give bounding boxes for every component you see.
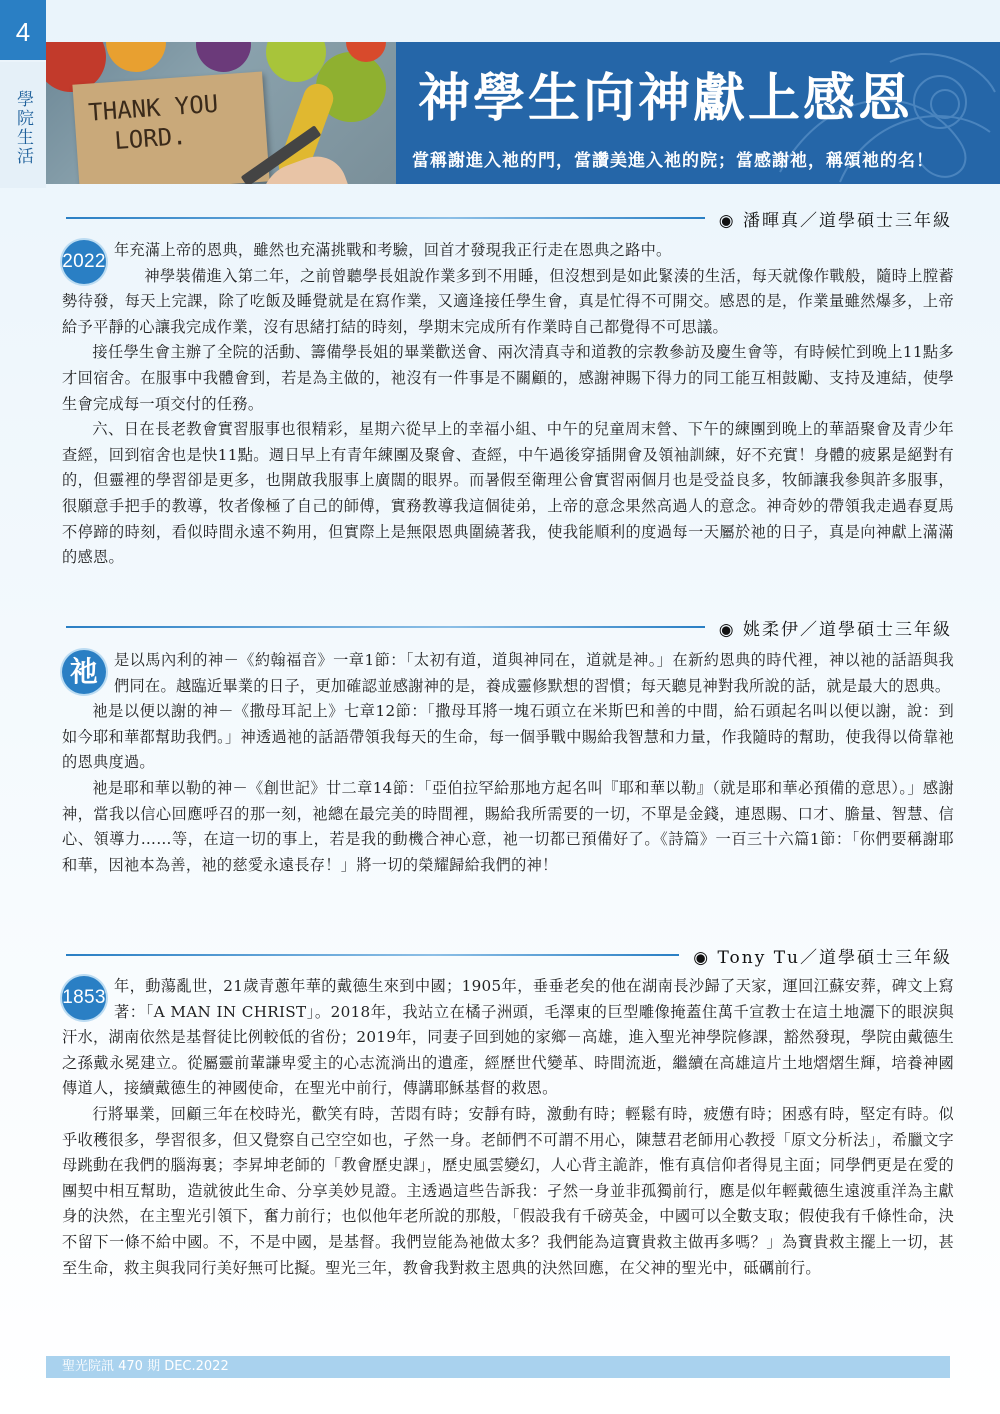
initial-badge: 祂 (62, 650, 106, 694)
article-section (62, 238, 954, 571)
thank-you-card (72, 72, 269, 184)
author-name: ◉ Tony Tu／道學碩士三年級 (693, 947, 952, 968)
paragraph: 行將畢業，回顧三年在校時光，歡笑有時，苦悶有時；安靜有時，激動有時；輕鬆有時，疲憊有時；困惑有時，堅定有時。似乎收穫很多，學習很多，但又覺察自己空空如也，孑然一身。老師們不可謂不用心，陳慧君老師用心教授「原文分析法」，希臘文字母跳動在我們的腦海裏；李昇坤老師的「教會歷史課」，歷史風雲變幻，人心背主詭詐，惟有真信仰者得見主面；同學們更是在愛的團契中相互幫助，造就彼此生命、分享美妙見證。主透過這些告訴我：孑然一身並非孤獨前行，應是似年輕戴德生遠渡重洋為主獻身的決然，在主聖光引領下，奮力前行；也似他年老所說的那般，「假設我有千磅英金，中國可以全數支取；假使我有千條性命，決不留下一條不給中國。不，不是中國，是基督。我們豈能為祂做太多？我們能為這寶貴救主做再多嗎？」為寶貴救主擺上一切，甚至生命，救主與我同行美好無可比擬。聖光三年，教會我對救主恩典的決然回應，在父神的聖光中，砥礪前行。 (62, 1104, 954, 1277)
section-label: 學院生活 (0, 62, 46, 188)
divider (66, 626, 705, 628)
page-number: 4 (0, 0, 46, 60)
article-subtitle: 當稱謝進入祂的門，當讚美進入祂的院；當感謝祂，稱頌祂的名！ (412, 151, 934, 171)
footer-issue: 聖光院訊 470 期 DEC.2022 (62, 1359, 229, 1374)
paragraph: 祂是以便以謝的神－《撒母耳記上》七章12節：「撒母耳將一塊石頭立在米斯巴和善的中間，給石頭起名叫以便以謝，說：到如今耶和華都幫助我們。」神透過祂的話語帶領我每天的生命，每一個爭戰中賜給我智慧和力量，作我隨時的幫助，使我得以倚靠祂的恩典度過。 (62, 702, 954, 772)
paragraph: 神學裝備進入第二年，之前曾聽學長姐說作業多到不用睡，但沒想到是如此緊湊的生活，每天就像作戰般，隨時上膛蓄勢待發，每天上完課，除了吃飯及睡覺就是在寫作業，又適逢接任學生會，真是忙得不可開交。感恩的是，作業量雖然爆多，上帝給予平靜的心讓我完成作業，沒有思緒打結的時刻，學期末完成所有作業時自己都覺得不可思議。 (62, 266, 954, 336)
year-badge: 2022 (62, 240, 106, 284)
author-line (66, 940, 952, 970)
paragraph: 接任學生會主辦了全院的活動、籌備學長姐的畢業歡送會、兩次清真寺和道教的宗教參訪及慶生會等，有時候忙到晚上11點多才回宿舍。在服事中我體會到，若是為主做的，祂沒有一件事是不關顧的，感謝神賜下得力的同工能互相鼓勵、支持及連結，使學生會完成每一項交付的任務。 (62, 343, 954, 413)
header-banner (46, 42, 1000, 184)
author-line (66, 612, 952, 642)
year-badge: 1853 (62, 976, 106, 1020)
thank-you-photo (46, 42, 396, 184)
paragraph: 祂是耶和華以勒的神－《創世記》廿二章14節：「亞伯拉罕給那地方起名叫『耶和華以勒』（就是耶和華必預備的意思）。」感謝神，當我以信心回應呼召的那一刻，祂總在最完美的時間裡，賜給我所需要的一切，不單是金錢，連恩賜、口才、膽量、智慧、信心、領導力……等，在這一切的事上，若是我的動機合神心意，祂一切都已預備好了。《詩篇》一百三十六篇1節：「你們要稱謝耶和華，因祂本為善，祂的慈愛永遠長存！」將一切的榮耀歸給我們的神！ (62, 778, 954, 874)
paragraph: 年，動蕩亂世，21歲青蔥年華的戴德生來到中國；1905年，垂垂老矣的他在湖南長沙歸了天家，運回江蘇安葬，碑文上寫著：「A MAN IN CHRIST」。2018年，我站立在橘子洲頭，毛澤東的巨型雕像掩蓋住萬千宣教士在這土地灑下的眼淚與汗水，湖南依然是基督徒比例較低的省份；2019年，同妻子回到她的家鄉－高雄，進入聖光神學院修課，豁然發現，學院由戴德生之孫戴永冕建立。從屬靈前輩謙卑愛主的心志流淌出的遺產，經歷世代變革、時間流逝，繼續在高雄這片土地熠熠生輝，培養神國傳道人，接續戴德生的神國使命，在聖光中前行，傳講耶穌基督的救恩。 (62, 977, 954, 1098)
article-section (62, 648, 954, 878)
divider (66, 954, 679, 956)
author-line (66, 203, 952, 233)
paragraph: 是以馬內利的神－《約翰福音》一章1節：「太初有道，道與神同在，道就是神。」在新約恩典的時代裡，神以祂的話語與我們同在。越臨近畢業的日子，更加確認並感謝神的是，養成靈修默想的習慣；每天聽見神對我所說的話，就是最大的恩典。 (114, 651, 954, 695)
card-text-line1: THANK YOU (87, 89, 220, 127)
paragraph: 年充滿上帝的恩典，雖然也充滿挑戰和考驗，回首才發現我正行走在恩典之路中。 (114, 241, 672, 259)
author-name: ◉ 潘暉真／道學碩士三年級 (718, 210, 952, 231)
divider (66, 217, 705, 219)
card-text-line2: LORD. (113, 121, 188, 155)
article-title: 神學生向神獻上感恩 (418, 69, 914, 129)
article-section (62, 974, 954, 1281)
author-name: ◉ 姚柔伊／道學碩士三年級 (718, 619, 952, 640)
paragraph: 六、日在長老教會實習服事也很精彩，星期六從早上的幸福小組、中午的兒童周末營、下午的練團到晚上的華語聚會及青少年查經，回到宿舍也是快11點。週日早上有青年練團及聚會、查經，中午過後穿插開會及領袖訓練，好不充實！身體的疲累是絕對有的，但靈裡的學習卻是更多，也開啟我服事上廣闊的眼界。而暑假至衛理公會實習兩個月也是受益良多，牧師讓我參與許多服事，很願意手把手的教導，牧者像極了自己的師傅，實務教導我這個徒弟，上帝的意念果然高過人的意念。神奇妙的帶領我走過春夏馬不停蹄的時刻，看似時間永遠不夠用，但實際上是無限恩典圍繞著我，使我能順利的度過每一天屬於祂的日子，真是向神獻上滿滿的感恩。 (62, 420, 954, 567)
